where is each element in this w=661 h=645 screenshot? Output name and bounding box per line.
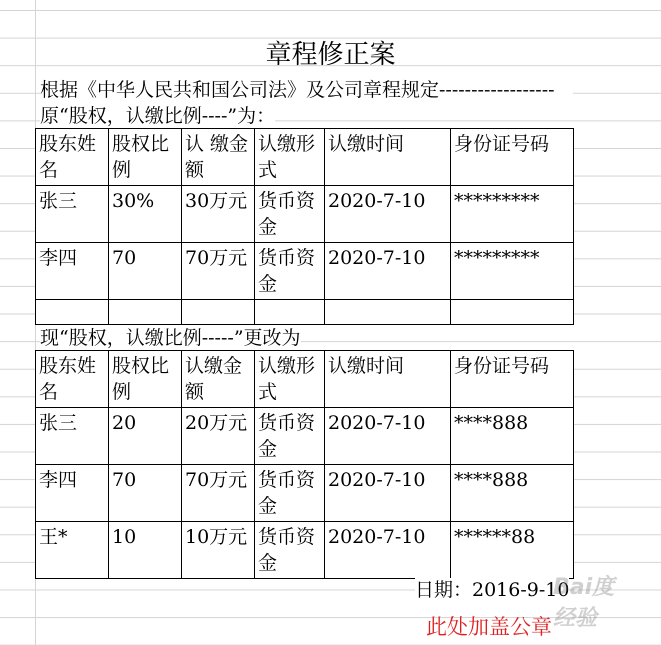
cell-empty[interactable] <box>451 300 574 325</box>
cell-form[interactable]: 货币资金 <box>255 522 325 579</box>
header-cell-ratio[interactable]: 股权比例 <box>109 129 182 186</box>
cell-name[interactable]: 张三 <box>36 408 109 465</box>
table-row <box>36 186 574 243</box>
cell-form[interactable]: 货币资金 <box>255 243 325 300</box>
cell-ratio[interactable]: 70 <box>109 243 182 300</box>
watermark-text: Bai度经验 <box>553 575 615 631</box>
cell-name[interactable]: 张三 <box>36 186 109 243</box>
cell-empty[interactable] <box>255 300 325 325</box>
cell-empty[interactable] <box>36 300 109 325</box>
cell-id[interactable]: ********* <box>451 186 574 243</box>
table-row <box>36 465 574 522</box>
table-row-empty <box>36 300 574 325</box>
cell-ratio[interactable]: 30% <box>109 186 182 243</box>
cell-ratio[interactable]: 20 <box>109 408 182 465</box>
header-cell-name[interactable]: 股东姓名 <box>36 351 109 408</box>
cell-time[interactable]: 2020-7-10 <box>325 186 451 243</box>
watermark-logo <box>553 570 623 631</box>
date-text: 日期：2016-9-10 <box>415 579 570 601</box>
cell-empty[interactable] <box>182 300 255 325</box>
cell-name[interactable]: 李四 <box>36 465 109 522</box>
header-cell-time[interactable]: 认缴时间 <box>325 129 451 186</box>
cell-time[interactable]: 2020-7-10 <box>325 465 451 522</box>
header-cell-form[interactable]: 认缴形式 <box>255 351 325 408</box>
original-heading: 原“股权，认缴比例----”为： <box>40 105 276 127</box>
header-cell-id[interactable]: 身份证号码 <box>451 129 574 186</box>
table-header-row <box>36 351 574 408</box>
cell-id[interactable]: ********* <box>451 243 574 300</box>
stamp-placeholder-text: 此处加盖公章 <box>426 615 552 639</box>
cell-time[interactable]: 2020-7-10 <box>325 522 451 579</box>
header-cell-name[interactable]: 股东姓名 <box>36 129 109 186</box>
cell-id[interactable]: ****888 <box>451 465 574 522</box>
cell-amount[interactable]: 70万元 <box>182 243 255 300</box>
cell-empty[interactable] <box>325 300 451 325</box>
current-heading: 现“股权，认缴比例-----”更改为 <box>40 327 301 349</box>
cell-form[interactable]: 货币资金 <box>255 465 325 522</box>
header-cell-form[interactable]: 认缴形式 <box>255 129 325 186</box>
cell-empty[interactable] <box>109 300 182 325</box>
cell-amount[interactable]: 10万元 <box>182 522 255 579</box>
table-row <box>36 522 574 579</box>
cell-amount[interactable]: 30万元 <box>182 186 255 243</box>
header-cell-ratio[interactable]: 股权比例 <box>109 351 182 408</box>
cell-form[interactable]: 货币资金 <box>255 186 325 243</box>
cell-name[interactable]: 李四 <box>36 243 109 300</box>
cell-name[interactable]: 王* <box>36 522 109 579</box>
table-row <box>36 408 574 465</box>
header-cell-amount[interactable]: 认缴金额 <box>182 351 255 408</box>
table-row <box>36 243 574 300</box>
header-cell-time[interactable]: 认缴时间 <box>325 351 451 408</box>
cell-ratio[interactable]: 10 <box>109 522 182 579</box>
header-cell-id[interactable]: 身份证号码 <box>451 351 574 408</box>
header-cell-amount[interactable]: 认 缴金额 <box>182 129 255 186</box>
cell-amount[interactable]: 70万元 <box>182 465 255 522</box>
cell-time[interactable]: 2020-7-10 <box>325 243 451 300</box>
original-equity-table[interactable] <box>35 128 574 325</box>
table-header-row <box>36 129 574 186</box>
cell-ratio[interactable]: 70 <box>109 465 182 522</box>
cell-time[interactable]: 2020-7-10 <box>325 408 451 465</box>
cell-amount[interactable]: 20万元 <box>182 408 255 465</box>
cell-id[interactable]: ******88 <box>451 522 574 579</box>
current-equity-table[interactable] <box>35 350 574 579</box>
document-title: 章程修正案 <box>265 40 396 70</box>
legal-basis-text: 根据《中华人民共和国公司法》及公司章程规定------------------ <box>40 78 573 102</box>
cell-form[interactable]: 货币资金 <box>255 408 325 465</box>
cell-id[interactable]: ****888 <box>451 408 574 465</box>
